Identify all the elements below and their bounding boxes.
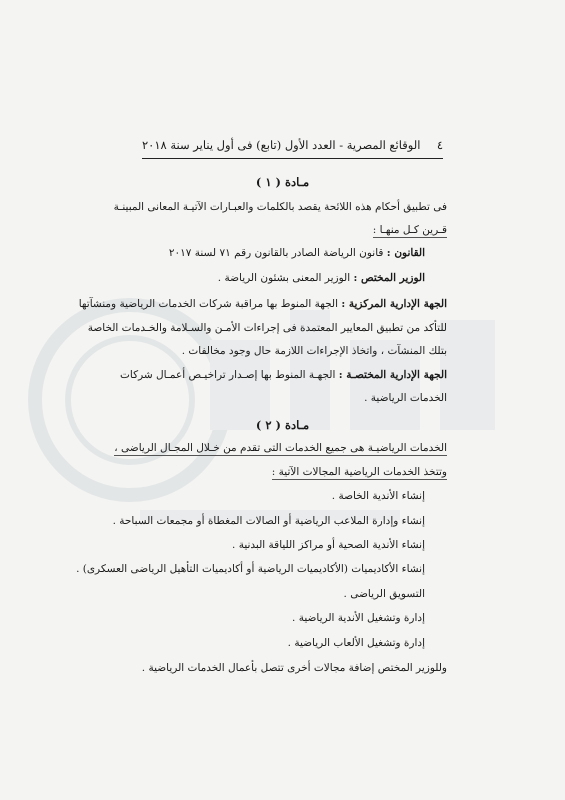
definition-term: الجهة الإدارية المختصـة : bbox=[338, 369, 447, 381]
definition-continuation: الخدمات الرياضية . bbox=[364, 392, 447, 404]
definition-continuation: بتلك المنشآت ، واتخاذ الإجراءات اللازمة حال وجود مخالفات . bbox=[181, 345, 447, 357]
definition-text: الجهة المنوط بها مراقبة شركات الخدمات الرياضية ومنشآتها bbox=[78, 298, 338, 310]
article-2-intro-line: الخدمات الرياضيـة هى جميع الخدمات التى تقدم من خـلال المجـال الرياضى ، bbox=[114, 442, 447, 454]
article-2-title: مـادة ( ٢ ) bbox=[255, 418, 310, 432]
definition-term: القانون : bbox=[386, 247, 425, 259]
definition-term: الجهة الإدارية المركزية : bbox=[341, 298, 447, 310]
definition-text: قانون الرياضة الصادر بالقانون رقم ٧١ لسنة ٢٠١٧ bbox=[168, 247, 384, 259]
list-item: إدارة وتشغيل الأندية الرياضية . bbox=[292, 612, 425, 624]
page-number: ٤ bbox=[436, 138, 443, 152]
definition-minister bbox=[218, 271, 425, 285]
article-2-intro-line: وتتخذ الخدمات الرياضية المجالات الآتية : bbox=[271, 466, 447, 478]
definition-term: الوزير المختص : bbox=[353, 272, 425, 284]
list-item: إنشاء الأندية الصحية أو مراكز اللياقة البدنية . bbox=[232, 539, 425, 551]
article-1-intro-line: قـرين كـل منهـا : bbox=[372, 224, 447, 236]
list-item: إدارة وتشغيل الألعاب الرياضية . bbox=[287, 637, 425, 649]
definition-law bbox=[169, 246, 425, 260]
definition-central-authority bbox=[79, 297, 447, 311]
header-divider bbox=[142, 158, 443, 159]
definition-continuation: للتأكد من تطبيق المعايير المعتمدة فى إجراءات الأمـن والسـلامة والخـدمات الخاصة bbox=[87, 322, 447, 334]
page-header bbox=[142, 138, 443, 152]
definition-text: الوزير المعنى بشئون الرياضة . bbox=[217, 272, 351, 284]
definition-competent-authority bbox=[120, 368, 447, 382]
article-2-closing: وللوزير المختص إضافة مجالات أخرى تتصل بأعمال الخدمات الرياضية . bbox=[141, 662, 447, 674]
list-item: التسويق الرياضى . bbox=[343, 588, 425, 600]
article-1-intro-line: فى تطبيق أحكام هذه اللائحة يقصد بالكلمات والعبـارات الآتيـة المعانى المبينـة bbox=[113, 201, 447, 213]
definition-text: الجهـة المنوط بها إصـدار تراخيـص أعمـال شركات bbox=[119, 369, 336, 381]
list-item: إنشاء الأكاديميات (الأكاديميات الرياضية أو أكاديميات التأهيل الرياضى العسكرى) . bbox=[76, 563, 425, 575]
article-1-title: مـادة ( ١ ) bbox=[255, 175, 310, 189]
list-item: إنشاء وإدارة الملاعب الرياضية أو الصالات المغطاة أو مجمعات السباحة . bbox=[112, 515, 425, 527]
journal-title: الوقائع المصرية - العدد الأول (تابع) فى أول يناير سنة ٢٠١٨ bbox=[142, 138, 421, 152]
list-item: إنشاء الأندية الخاصة . bbox=[331, 490, 425, 502]
